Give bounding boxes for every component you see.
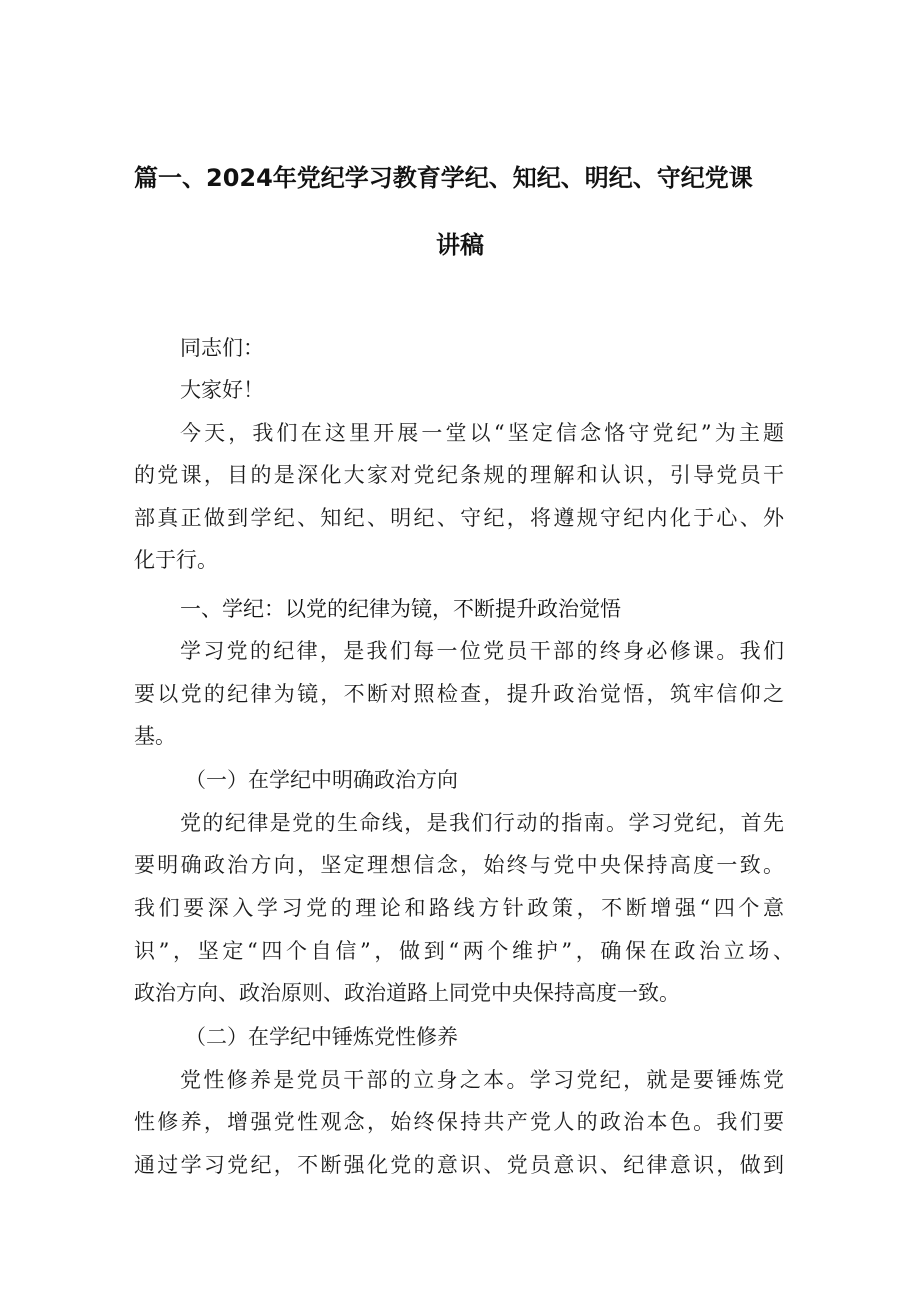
- section-1-heading: 一、学纪：以党的纪律为镜，不断提升政治觉悟: [180, 597, 621, 621]
- document-title-line-2: 讲稿: [436, 231, 484, 259]
- subsection-1-line-1: 党的纪律是党的生命线，是我们行动的指南。学习党纪，首先: [180, 811, 784, 835]
- subsection-1-line-2: 要明确政治方向，坚定理想信念，始终与党中央保持高度一致。: [134, 853, 784, 877]
- document-title-line-1: 篇一、2024年党纪学习教育学纪、知纪、明纪、守纪党课: [134, 164, 753, 192]
- intro-line-2: 的党课，目的是深化大家对党纪条规的理解和认识，引导党员干: [134, 463, 784, 487]
- subsection-2-line-3: 通过学习党纪，不断强化党的意识、党员意识、纪律意识，做到: [134, 1153, 784, 1177]
- section-1-line-1: 学习党的纪律，是我们每一位党员干部的终身必修课。我们: [180, 639, 784, 663]
- subsection-1-line-3: 我们要深入学习党的理论和路线方针政策，不断增强“四个意: [134, 896, 784, 920]
- subsection-1-line-5: 政治方向、政治原则、政治道路上同党中央保持高度一致。: [134, 981, 680, 1005]
- subsection-2-heading: （二）在学纪中锤炼党性修养: [185, 1025, 458, 1049]
- intro-line-1: 今天，我们在这里开展一堂以“坚定信念恪守党纪”为主题: [180, 421, 784, 445]
- section-1-line-3: 基。: [134, 724, 176, 748]
- subsection-2-line-1: 党性修养是党员干部的立身之本。学习党纪，就是要锤炼党: [180, 1068, 784, 1092]
- greeting-comrades: 同志们：: [180, 336, 264, 360]
- subsection-1-line-4: 识”，坚定“四个自信”，做到“两个维护”，确保在政治立场、: [134, 939, 794, 963]
- subsection-1-heading: （一）在学纪中明确政治方向: [185, 768, 458, 792]
- section-1-line-2: 要以党的纪律为镜，不断对照检查，提升政治觉悟，筑牢信仰之: [134, 682, 784, 706]
- subsection-2-line-2: 性修养，增强党性观念，始终保持共产党人的政治本色。我们要: [134, 1110, 784, 1134]
- greeting-hello: 大家好！: [180, 378, 264, 402]
- intro-line-3: 部真正做到学纪、知纪、明纪、守纪，将遵规守纪内化于心、外: [134, 506, 784, 530]
- intro-line-4: 化于行。: [134, 548, 218, 572]
